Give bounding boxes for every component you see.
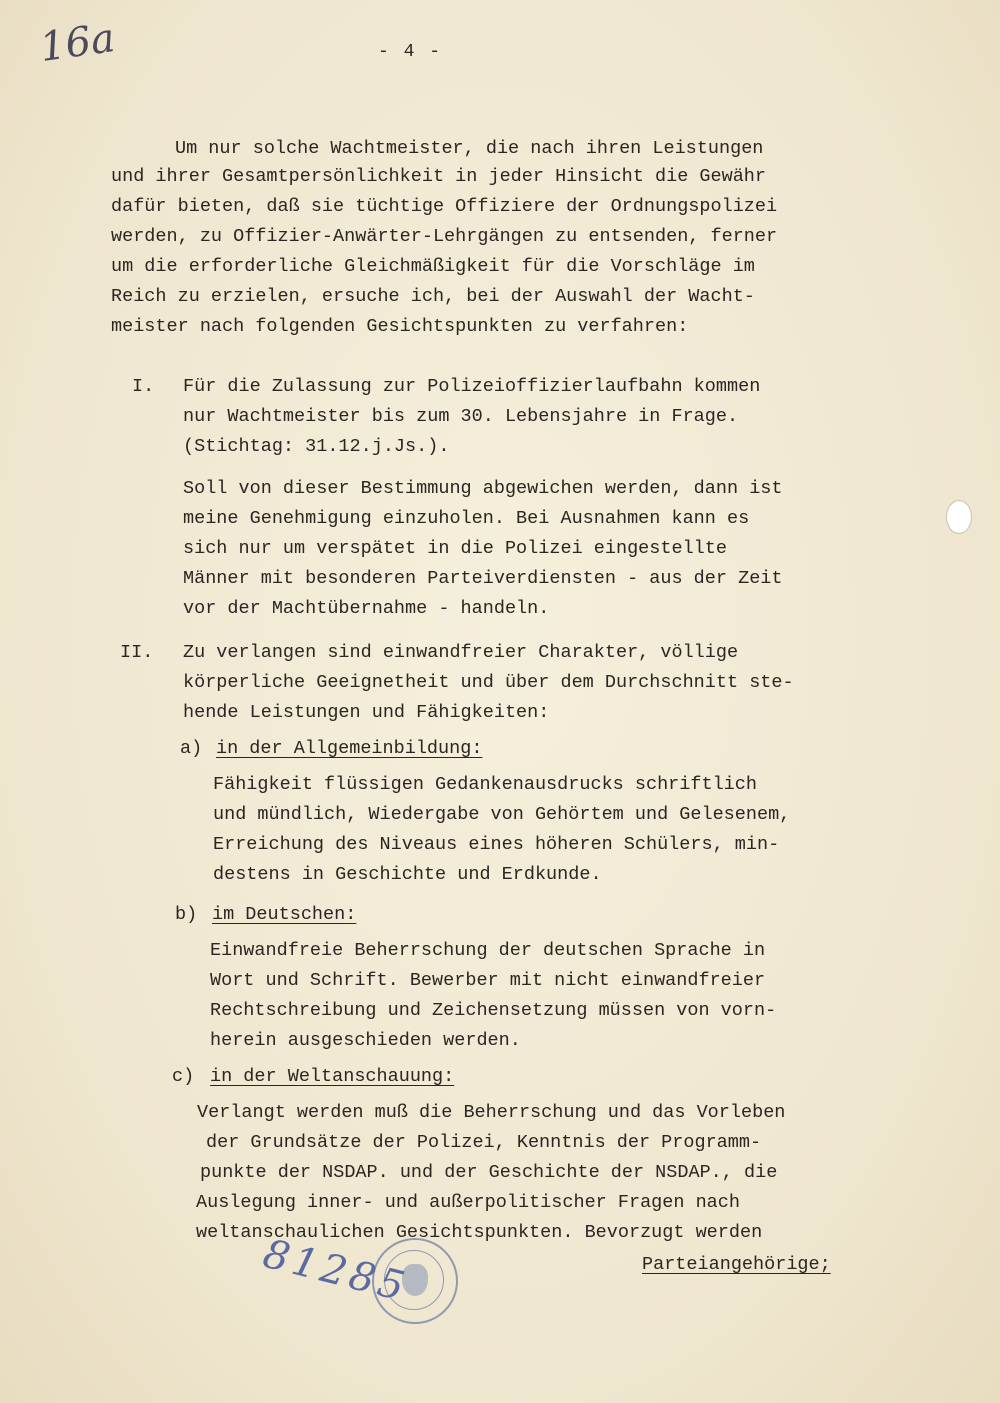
intro-line: Um nur solche Wachtmeister, die nach ihren Leistungen bbox=[175, 138, 764, 159]
intro-line: und ihrer Gesamtpersönlichkeit in jeder Hinsicht die Gewähr bbox=[111, 166, 767, 187]
section-1-paragraph-line: Männer mit besonderen Parteiverdiensten - aus der Zeit bbox=[183, 568, 783, 589]
page-number: - 4 - bbox=[378, 42, 443, 62]
section-2-line: körperliche Geeignetheit und über dem Durchschnitt ste- bbox=[183, 672, 794, 693]
section-1-line: (Stichtag: 31.12.j.Js.). bbox=[183, 436, 450, 457]
intro-line: um die erforderliche Gleichmäßigkeit für die Vorschläge im bbox=[111, 256, 755, 277]
section-number: II. bbox=[120, 642, 154, 663]
item-heading: im Deutschen: bbox=[212, 904, 357, 925]
item-marker: b) bbox=[175, 904, 198, 925]
intro-line: Reich zu erzielen, ersuche ich, bei der Auswahl der Wacht- bbox=[111, 286, 755, 307]
item-line: Wort und Schrift. Bewerber mit nicht einwandfreier bbox=[210, 970, 766, 991]
item-heading: in der Weltanschauung: bbox=[210, 1066, 455, 1087]
intro-line: werden, zu Offizier-Anwärter-Lehrgängen zu entsenden, ferner bbox=[111, 226, 778, 247]
section-1-line: Für die Zulassung zur Polizeioffizierlaufbahn kommen bbox=[183, 376, 761, 397]
intro-line: meister nach folgenden Gesichtspunkten zu verfahren: bbox=[111, 316, 689, 337]
handwritten-folio-number: 16a bbox=[37, 15, 118, 71]
section-1-paragraph-line: Soll von dieser Bestimmung abgewichen werden, dann ist bbox=[183, 478, 783, 499]
item-line: Rechtschreibung und Zeichensetzung müssen von vorn- bbox=[210, 1000, 777, 1021]
item-line: Einwandfreie Beherrschung der deutschen Sprache in bbox=[210, 940, 766, 961]
section-1-paragraph-line: meine Genehmigung einzuholen. Bei Ausnahmen kann es bbox=[183, 508, 750, 529]
item-line: weltanschaulichen Gesichtspunkten. Bevorzugt werden bbox=[196, 1222, 763, 1243]
handwritten-archive-number: 81285 bbox=[258, 1230, 413, 1312]
item-line: Erreichung des Niveaus eines höheren Schülers, min- bbox=[213, 834, 780, 855]
intro-line: dafür bieten, daß sie tüchtige Offiziere der Ordnungspolizei bbox=[111, 196, 778, 217]
item-line: punkte der NSDAP. und der Geschichte der NSDAP., die bbox=[200, 1162, 778, 1183]
item-heading: in der Allgemeinbildung: bbox=[216, 738, 483, 759]
item-line: der Grundsätze der Polizei, Kenntnis der Programm- bbox=[206, 1132, 762, 1153]
item-line: destens in Geschichte und Erdkunde. bbox=[213, 864, 602, 885]
item-marker: c) bbox=[172, 1066, 195, 1087]
item-line: Verlangt werden muß die Beherrschung und das Vorleben bbox=[197, 1102, 786, 1123]
section-1-paragraph-line: sich nur um verspätet in die Polizei eingestellte bbox=[183, 538, 727, 559]
section-1-paragraph-line: vor der Machtübernahme - handeln. bbox=[183, 598, 550, 619]
section-2-line: hende Leistungen und Fähigkeiten: bbox=[183, 702, 550, 723]
item-line: herein ausgeschieden werden. bbox=[210, 1030, 521, 1051]
item-line: Parteiangehörige; bbox=[642, 1254, 831, 1275]
section-number: I. bbox=[132, 376, 155, 397]
item-line: Auslegung inner- und außerpolitischer Fragen nach bbox=[196, 1192, 740, 1213]
punch-hole bbox=[946, 500, 972, 534]
item-line: und mündlich, Wiedergabe von Gehörtem und Gelesenem, bbox=[213, 804, 791, 825]
item-line: Fähigkeit flüssigen Gedankenausdrucks schriftlich bbox=[213, 774, 757, 795]
section-1-line: nur Wachtmeister bis zum 30. Lebensjahre in Frage. bbox=[183, 406, 739, 427]
section-2-line: Zu verlangen sind einwandfreier Charakter, völlige bbox=[183, 642, 739, 663]
item-marker: a) bbox=[180, 738, 203, 759]
